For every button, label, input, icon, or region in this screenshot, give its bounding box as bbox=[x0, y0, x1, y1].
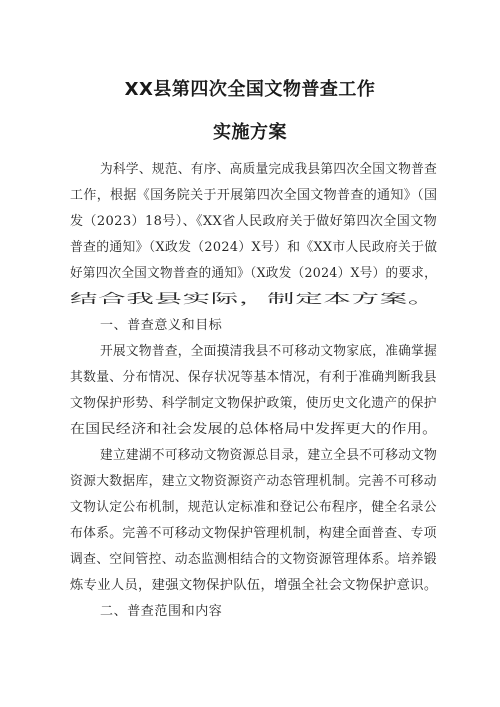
paragraph-line: 工作，根据《国务院关于开展第四次全国文物普查的通知》（国 bbox=[70, 188, 438, 203]
paragraph-line: 普查的通知》（X政发（2024）X号）和《XX市人民政府关于做 bbox=[70, 240, 438, 255]
paragraph-line: 资源大数据库，建立文物资源资产动态管理机制。完善不可移动 bbox=[70, 474, 437, 489]
paragraph-line: 在国民经济和社会发展的总体格局中发挥更大的作用。 bbox=[70, 422, 438, 437]
paragraph-line: 发（2023）18号）、《XX省人民政府关于做好第四次全国文物 bbox=[70, 214, 437, 229]
paragraph-line: 建立建湖不可移动文物资源总目录，建立全县不可移动文物 bbox=[100, 448, 438, 463]
paragraph-line: 其数量、分布情况、保存状况等基本情况，有利于准确判断我县 bbox=[70, 370, 437, 385]
paragraph-line: 文物认定公布机制，规范认定标准和登记公布程序，健全名录公 bbox=[70, 500, 437, 515]
document-title-line-2: 实施方案 bbox=[213, 122, 287, 143]
paragraph-line: 文物保护形势、科学制定文物保护政策，使历史文化遗产的保护 bbox=[70, 396, 437, 411]
paragraph-line: 结合我县实际，制定本方案。 bbox=[70, 292, 437, 307]
paragraph-line: 炼专业人员，建强文物保护队伍，增强全社会文物保护意识。 bbox=[70, 578, 438, 593]
paragraph-line: 布体系。完善不可移动文物保护管理机制，构建全面普查、专项 bbox=[70, 526, 437, 541]
paragraph-line: 开展文物普查，全面摸清我县不可移动文物家底，准确掌握 bbox=[100, 344, 438, 359]
section-heading-2: 二、普查范围和内容 bbox=[100, 604, 223, 619]
section-heading-1: 一、普查意义和目标 bbox=[100, 318, 223, 333]
paragraph-line: 好第四次全国文物普查的通知》（X政发（2024）X号）的要求， bbox=[70, 266, 437, 281]
paragraph-line: 调查、空间管控、动态监测相结合的文物资源管理体系。培养锻 bbox=[70, 552, 437, 567]
document-title-line-1: XX县第四次全国文物普查工作 bbox=[124, 79, 376, 100]
paragraph-line: 为科学、规范、有序、高质量完成我县第四次全国文物普查 bbox=[100, 162, 438, 177]
